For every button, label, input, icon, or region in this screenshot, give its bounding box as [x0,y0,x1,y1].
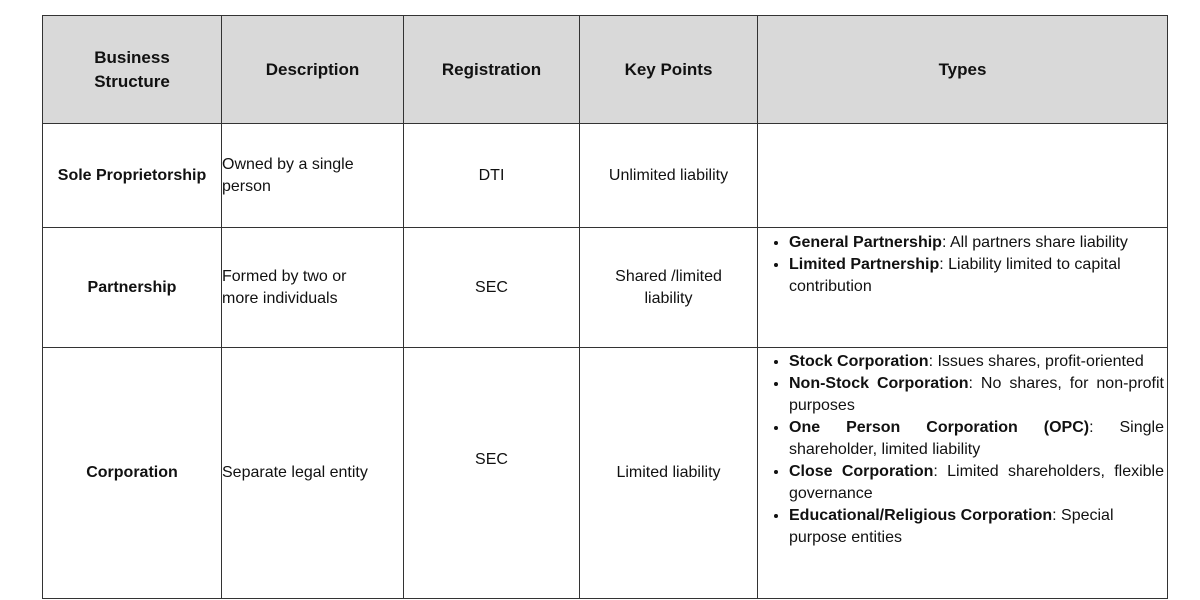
types-cell [758,348,1168,599]
structure-cell: Partnership [43,228,222,348]
header-registration: Registration [404,16,580,124]
description-cell: Owned by a single person [222,124,404,228]
type-detail: : Liability limited to capital contribution [789,256,1121,295]
list-item [789,417,1164,461]
header-business-structure: Business Structure [43,16,222,124]
types-list [758,228,1167,298]
type-name: One Person Corporation (OPC) [789,419,1090,436]
type-detail: : Single shareholder, limited liability [789,419,1164,458]
registration-cell: DTI [404,124,580,228]
types-cell [758,228,1168,348]
key-points-cell: Limited liability [580,348,758,599]
list-item [789,373,1164,417]
list-item [789,351,1164,373]
table-row [43,228,1168,348]
header-row [43,16,1168,124]
type-name: Non-Stock Corporation [789,375,969,392]
type-detail: : Issues shares, profit-oriented [928,353,1144,370]
table-row [43,348,1168,599]
type-name: General Partnership [789,234,942,251]
key-points-cell: Unlimited liability [580,124,758,228]
type-detail: : No shares, for non-profit purposes [789,375,1164,414]
list-item [789,505,1164,549]
type-detail: : Special purpose entities [789,507,1114,546]
key-points-cell: Shared /limited liability [580,228,758,348]
registration-cell: SEC [404,348,580,599]
type-detail: : All partners share liability [941,234,1128,251]
type-name: Educational/Religious Corporation [789,507,1053,524]
type-detail: : Limited shareholders, flexible governance [789,463,1165,502]
business-structure-table [42,15,1168,599]
list-item [789,254,1164,298]
list-item [789,461,1164,505]
types-cell [758,124,1168,228]
description-cell: Separate legal entity [222,348,404,599]
table-row [43,124,1168,228]
types-list [758,348,1167,549]
header-description: Description [222,16,404,124]
type-name: Limited Partnership [789,256,940,273]
type-name: Stock Corporation [789,353,929,370]
header-key-points: Key Points [580,16,758,124]
header-types: Types [758,16,1168,124]
type-name: Close Corporation [789,463,934,480]
structure-cell: Corporation [43,348,222,599]
structure-cell: Sole Proprietorship [43,124,222,228]
list-item [789,232,1164,254]
registration-cell: SEC [404,228,580,348]
description-cell: Formed by two or more individuals [222,228,404,348]
